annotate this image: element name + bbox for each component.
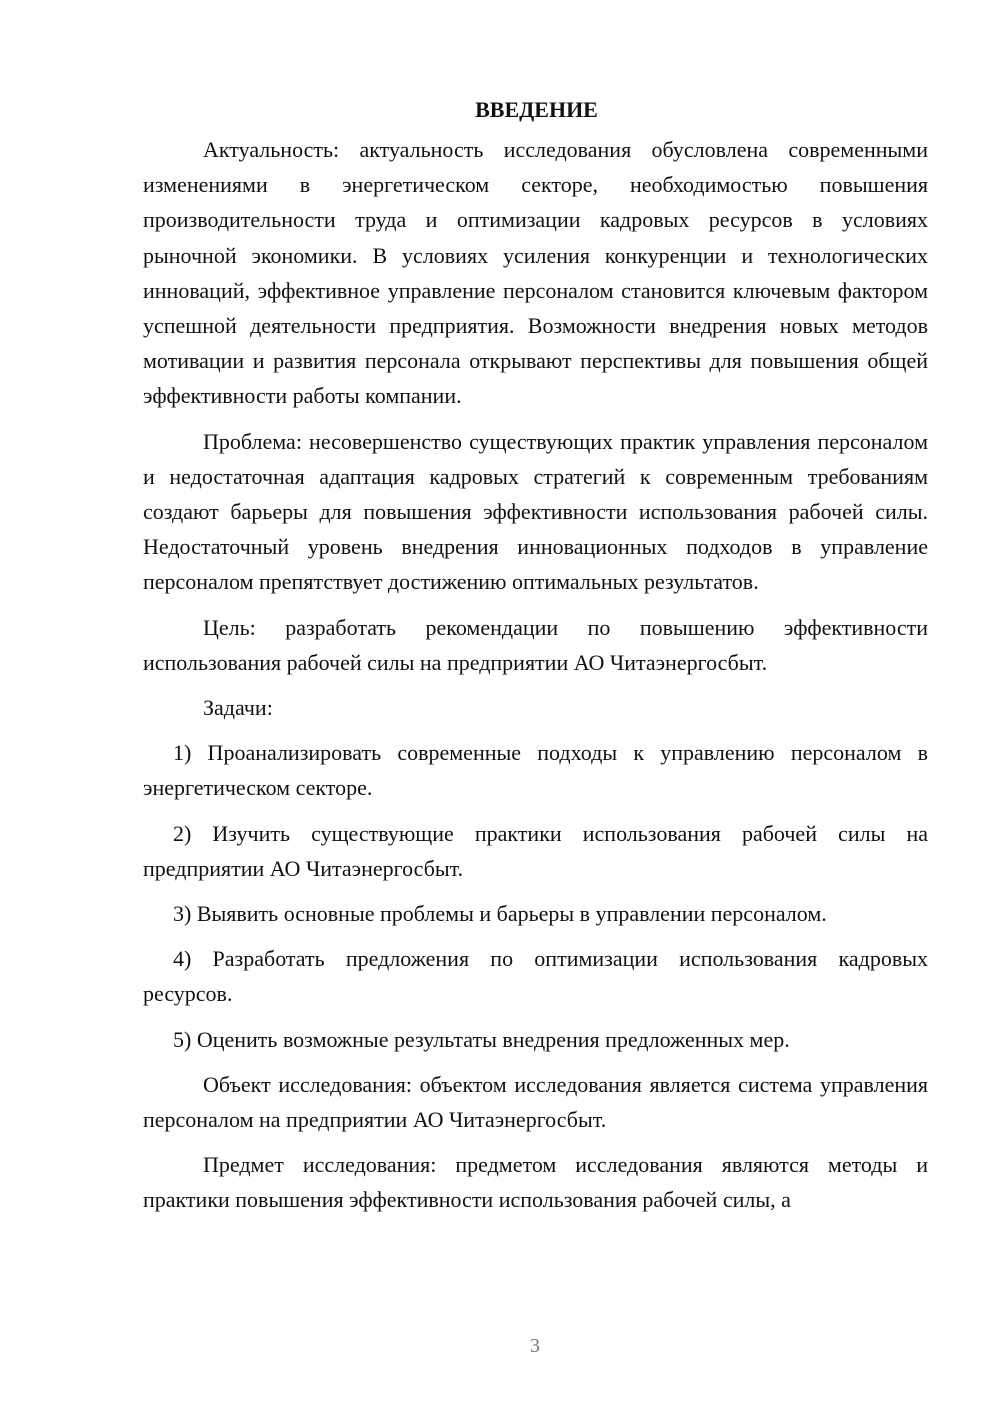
document-body [143, 95, 928, 1218]
paragraph-problem: Проблема: несовершенство существующих практик управления персоналом и недостаточная адаптация кадровых стратегий к современным требованиям создают барьеры для повышения эффективности использования рабочей силы. Недостаточный уровень внедрения инновационных подходов в управление персоналом препятствует достижению оптимальных результатов. [143, 428, 928, 595]
page-number: 3 [530, 1335, 540, 1357]
paragraph-object: Объект исследования: объектом исследования является система управления персоналом на предприятии АО Читаэнергосбыт. [143, 1071, 928, 1133]
section-title: ВВЕДЕНИЕ [475, 97, 598, 122]
task-item-1: 1) Проанализировать современные подходы к управлению персоналом в энергетическом секторе. [143, 740, 928, 801]
paragraph-goal: Цель: разработать рекомендации по повышению эффективности использования рабочей силы на предприятии АО Читаэнергосбыт. [143, 614, 928, 675]
paragraph-subject: Предмет исследования: предметом исследования являются методы и практики повышения эффективности использования рабочей силы, а [143, 1152, 928, 1213]
task-item-2: 2) Изучить существующие практики использования рабочей силы на предприятии АО Читаэнергосбыт. [143, 820, 928, 881]
task-item-5: 5) Оценить возможные результаты внедрения предложенных мер. [173, 1026, 790, 1052]
paragraph-relevance: Актуальность: актуальность исследования обусловлена современными изменениями в энергетическом секторе, необходимостью повышения производительности труда и оптимизации кадровых ресурсов в условиях рыночной экономики. В условиях усиления конкуренции и технологических инноваций, эффективное управление персоналом становится ключевым фактором успешной деятельности предприятия. Возможности внедрения новых методов мотивации и развития персонала открывают перспективы для повышения общей эффективности работы компании. [143, 137, 928, 409]
task-item-3: 3) Выявить основные проблемы и барьеры в управлении персоналом. [173, 901, 827, 927]
paragraph-tasks-heading: Задачи: [203, 695, 273, 721]
task-item-4: 4) Разработать предложения по оптимизации использования кадровых ресурсов. [143, 946, 928, 1007]
